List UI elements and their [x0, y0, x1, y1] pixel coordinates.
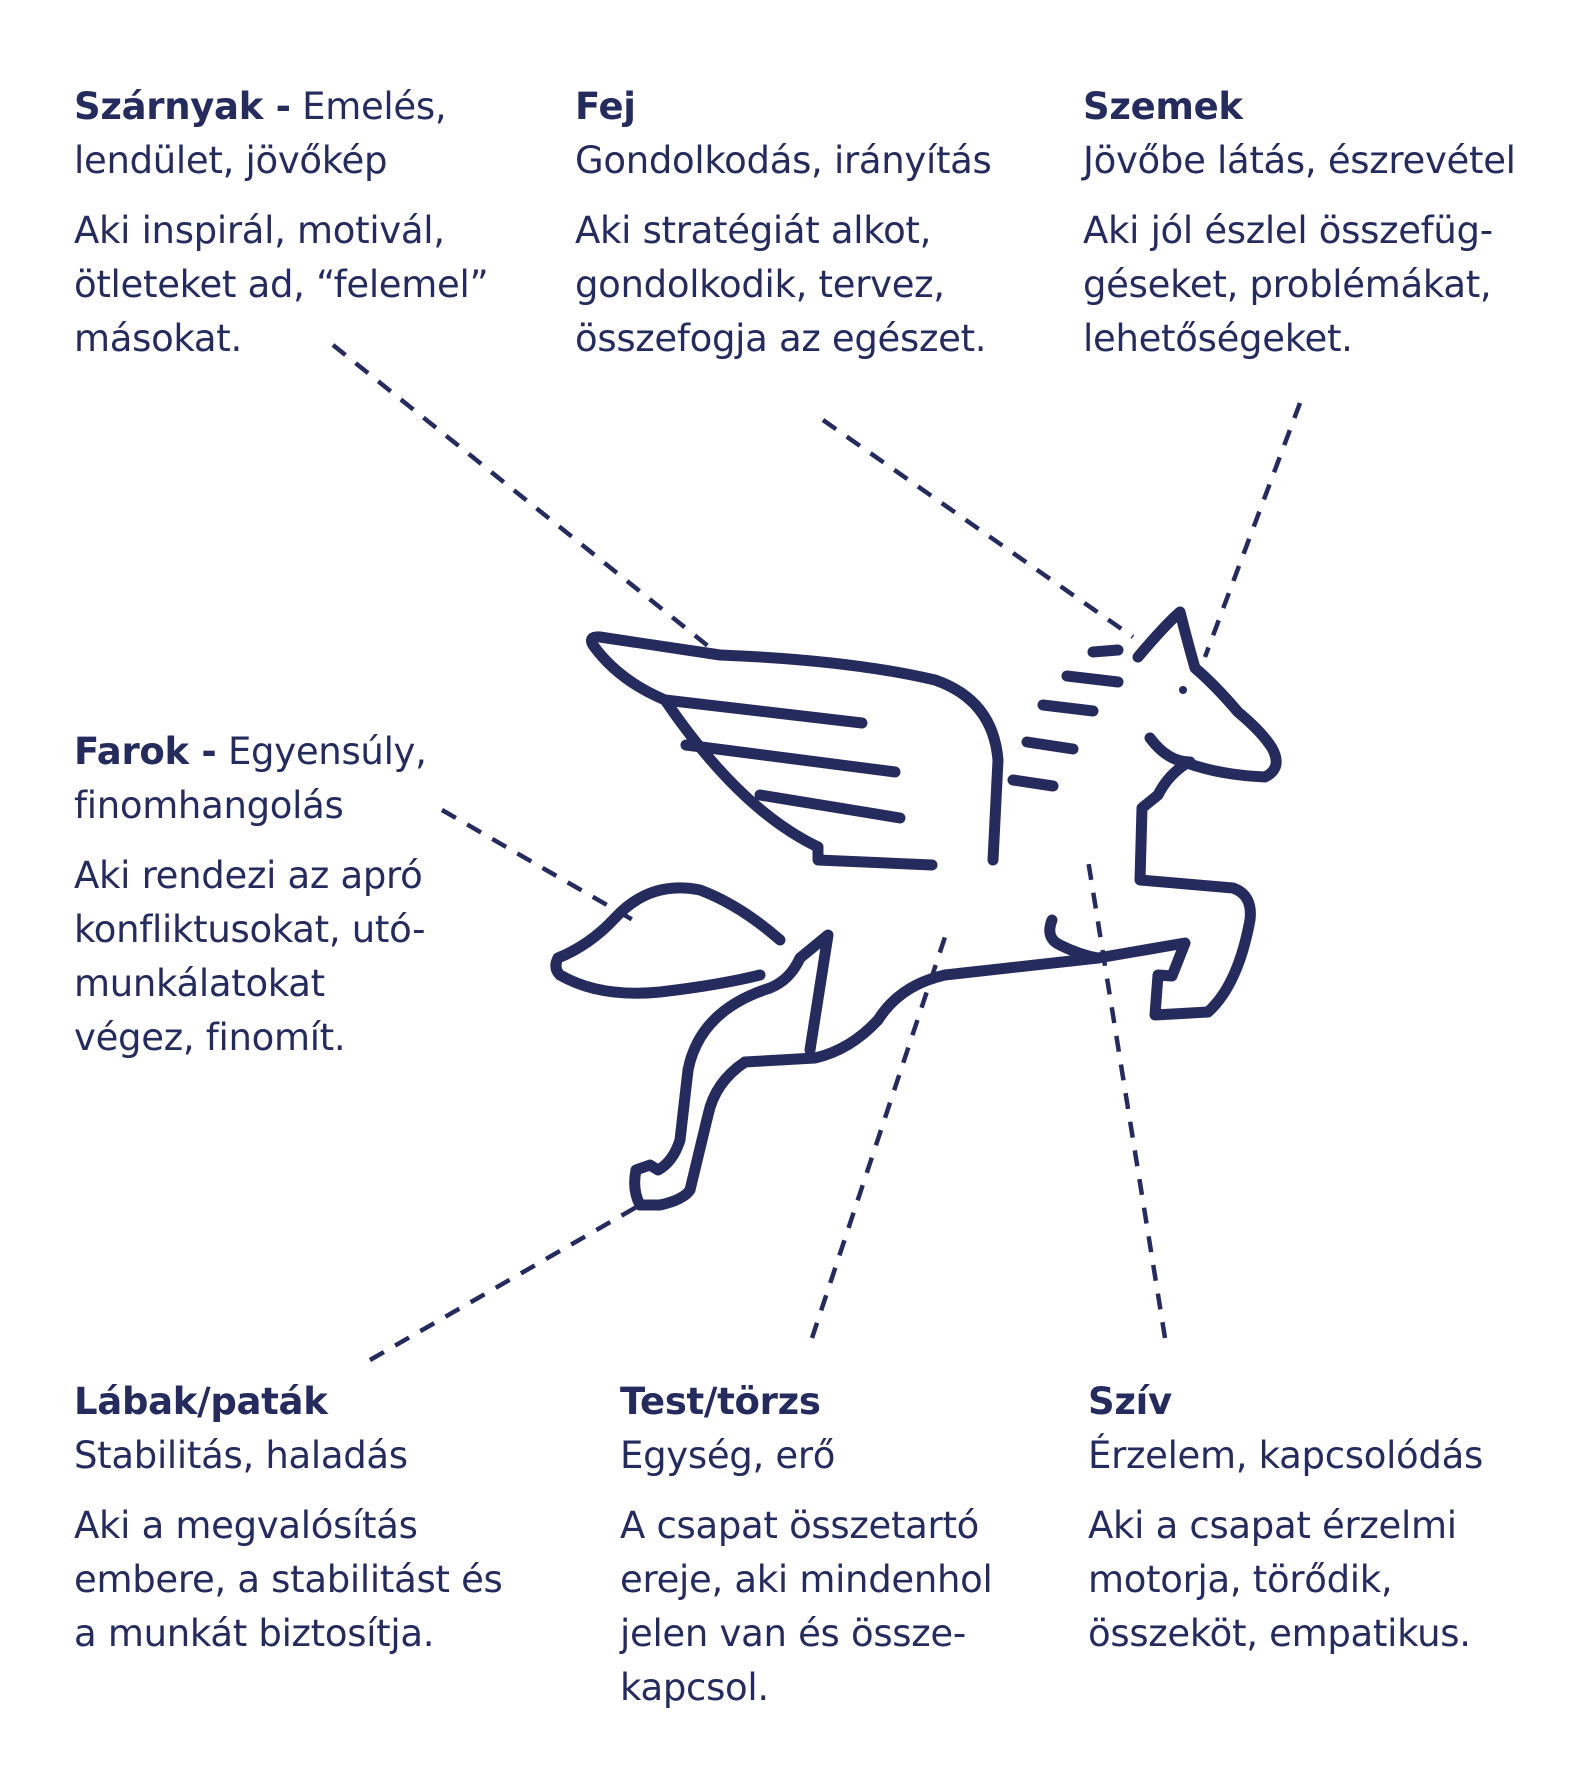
leader-line-szemek [1205, 403, 1300, 657]
labak-desc-line: Aki a megvalósítás [74, 1504, 418, 1547]
leader-line-labak [370, 1205, 640, 1360]
szarnyak-title: Szárnyak - [74, 85, 291, 128]
pegasus-head [1098, 612, 1276, 1015]
fej-subtitle: Gondolkodás, irányítás [575, 139, 992, 182]
szemek-title: Szemek [1083, 85, 1243, 128]
farok-desc-line: munkálatokat [74, 962, 325, 1005]
labak-title: Lábak/paták [74, 1380, 328, 1423]
leader-line-fej [823, 420, 1133, 637]
fej-desc-line: összefogja az egészet. [575, 317, 987, 360]
tail [556, 888, 780, 993]
szemek-desc-line: lehetőségeket. [1083, 317, 1353, 360]
test-desc-line: jelen van és össze- [620, 1612, 966, 1655]
fej-desc-line: Aki stratégiát alkot, [575, 209, 932, 252]
foreleg-knee [1050, 920, 1098, 958]
szarnyak-desc-line: ötleteket ad, “felemel” [74, 263, 489, 306]
test-desc-line: A csapat összetartó [620, 1504, 980, 1547]
labak-subtitle: Stabilitás, haladás [74, 1434, 408, 1477]
farok-title: Farok - [74, 730, 217, 773]
labak-desc-line: a munkát biztosítja. [74, 1612, 435, 1655]
wing-base [665, 700, 932, 865]
label-fej [575, 80, 992, 366]
mane-stroke-4 [1027, 742, 1073, 749]
eye [1179, 686, 1187, 694]
sziv-desc-line: összeköt, empatikus. [1088, 1612, 1471, 1655]
label-szemek [1083, 80, 1516, 366]
label-labak [74, 1375, 503, 1661]
label-test [620, 1375, 992, 1715]
szarnyak-subtitle: Emelés, [302, 85, 447, 128]
farok-desc-line: végez, finomít. [74, 1016, 346, 1059]
sziv-desc-line: motorja, törődik, [1088, 1558, 1393, 1601]
test-desc-line: ereje, aki mindenhol [620, 1558, 993, 1601]
fej-desc-line: gondolkodik, tervez, [575, 263, 945, 306]
pegasus-outline [556, 612, 1276, 1205]
leader-line-farok [442, 810, 633, 920]
hind-leg [635, 1062, 745, 1205]
test-subtitle: Egység, erő [620, 1434, 836, 1477]
szemek-desc-line: Aki jól észlel összefüg- [1083, 209, 1493, 252]
sziv-subtitle: Érzelem, kapcsolódás [1088, 1434, 1483, 1477]
mane-stroke-3 [1043, 705, 1093, 711]
szarnyak-subtitle-2: lendület, jövőkép [74, 139, 388, 182]
sziv-desc-line: Aki a csapat érzelmi [1088, 1504, 1457, 1547]
farok-desc-line: konfliktusokat, utó- [74, 908, 426, 951]
szarnyak-desc-line: Aki inspirál, motivál, [74, 209, 445, 252]
mouth-line [1150, 738, 1190, 762]
test-title: Test/törzs [620, 1380, 821, 1423]
szemek-subtitle: Jövőbe látás, észrevétel [1083, 139, 1516, 182]
wing-feather-3 [760, 795, 900, 818]
wing-top-edge [592, 637, 720, 700]
rump-line [688, 935, 828, 1070]
leader-line-szarnyak [333, 345, 713, 650]
label-szarnyak [74, 80, 488, 366]
mane-stroke-2 [1067, 676, 1118, 682]
mane-stroke-5 [1013, 780, 1053, 786]
szemek-desc-line: géseket, problémákat, [1083, 263, 1492, 306]
fej-title: Fej [575, 85, 636, 128]
leader-line-test [812, 937, 945, 1338]
mane-stroke-1 [1093, 650, 1118, 652]
labak-desc-line: embere, a stabilitást és [74, 1558, 503, 1601]
label-sziv [1088, 1375, 1483, 1661]
leader-line-sziv [1088, 860, 1165, 1338]
label-farok [74, 725, 427, 1065]
farok-desc-line: Aki rendezi az apró [74, 854, 423, 897]
farok-subtitle: Egyensúly, [227, 730, 427, 773]
wing-feather-1 [665, 700, 862, 723]
szarnyak-desc-line: másokat. [74, 317, 242, 360]
farok-subtitle-2: finomhangolás [74, 784, 344, 827]
test-desc-line: kapcsol. [620, 1666, 769, 1709]
sziv-title: Szív [1088, 1380, 1172, 1423]
belly-line [745, 958, 1098, 1062]
